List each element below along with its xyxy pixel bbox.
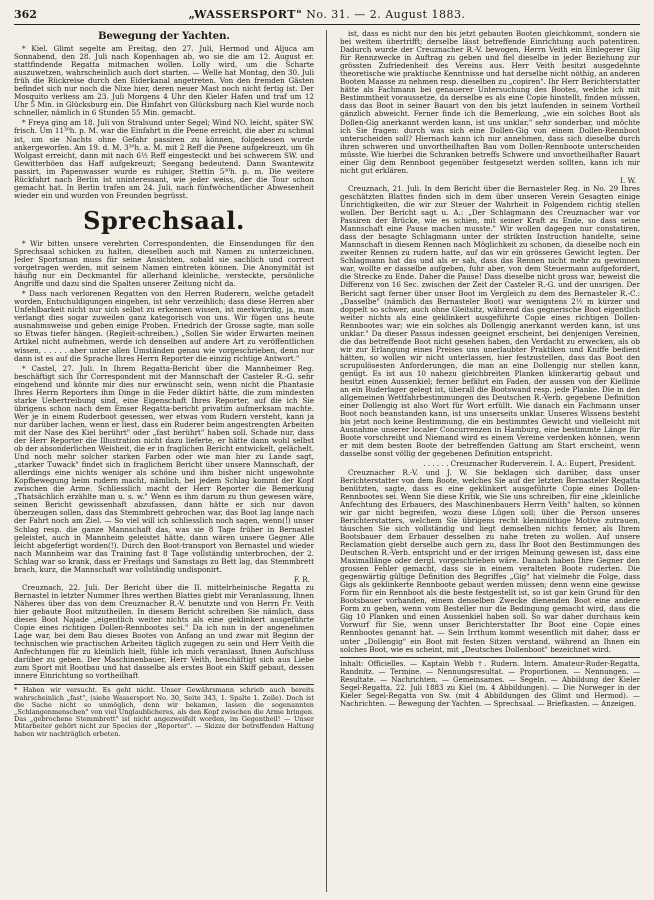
- footnote: * Haben wir versucht. Es geht nicht. Unser Gewährsmann schrieb auch bereits wahrscheinlich „fast", (siehe Wassersport No. 30, Seite 343, 1. Spalte 1. Zeile). Doch ist die Sache nicht so unmöglich, denn wir bekamen, lassen die sogenannten „Schlangenmenschen" von viel Unglaublicheres, als den Kopf zwischen die Arme bringen. Das „gebrochene Stemmbrett" ist nicht angezweifelt worden, im Gegentheil! — Unser Mitarbeiter gehört nicht zur Species der „Reporter". — Skizze der betreffenden Haltung haben wir nachträglich erbeten.: [14, 686, 314, 738]
- signature: I. W.: [620, 175, 636, 185]
- article-paragraph: Creuznach, 21. Juli. In dem Bericht über die Bernasteler Reg. in No. 29 Ihres geschätzten Blattes finden sich in dem über unseren Verein Gesagten einige Unrichtigkeiten, die wir zur Steuer der Wahrheit in Folgendem richtig stellen wollen. Der Bericht sagt u. A.: „Der Schlagmann des Creuznacher war vor Passiren der Brücke, wie es schien, mit seiner Kraft zu Ende, so dass seine Mannschaft eine Pause machen musste." Wir wollen dagegen nur constatiren, dass der besagte Schlagmann unter der strikten Instruction handelte, seine Mannschaft in diesem Rennen nach Möglichkeit zu schonen, da dieselbe noch ein zweiter Rennen zu rudern hatte, auf das wir ein grösseres Gewicht legten. Der Schlagmann hat das und als er sah, dass das Rennen nicht mehr zu gewinnen war, wollte er dasselbe aufgeben, fuhr aber, von dem Steuermann aufgefordert, die Strecke zu Ende. Daher die Pause! Dass dieselbe nicht gross war, beweist die Differenz von 16 Sec. zwischen der Zeit der Casteler R.-G. und der unsrigen. Der Bericht sagt ferner über unser Boot im Vergleich zu dem des Bernasteler R.-C.: „Dasselbe" (nämlich das Bernasteler Boot) war wenigstens 2½ m kürzer und doppelt so schwer, auch ohne Gleitsitz, während das gegnerische Boot eigentlich weiter nichts als eine geklinkert ausgeführte Copie eines richtigen Dollen-Rennbootes war; wie ein solches als Dollengig anerkannt werden kann, ist uns unklar." Da dieser Passus indessen geeignet erscheint, bei denjenigen Vereinen, die das betreffende Boot nicht gesehen haben, den Verdacht zu erwecken, als ob wir zur Erlangung eines Preises uns unerlaubter Praktiken und Kniffe bedient hätten, so wollen wir nicht unterlassen, hier festzustellen, dass das Boot den scrupulösesten Anforderungen, die man an eine Dollengig nur stellen kann, genügt. Es ist aus 10 nahezu gleichbreiten Planken klinkerartig gebaut und besitzt einen Aussenkiel; ferner befährt ein Faden, der aussen von der Kiellinie an ein Ruderlager gelegt ist, überall die Bootswand resp. jede Planke. Die in den allgemeinen Wettfahrbestimmungen des Deutschen R.-Verb. gegebene Definition einer Dollengig ist also Wort für Wort erfüllt. Wie danach ein Fachmann unser Boot noch beanstanden kann, ist uns unserseits unklar. Unseres Wissens besteht bis jetzt noch keine Bestimmung, die ein bestimmtes Gewicht und vielleicht mit Ausnahme unserer localer Concurrenzen in Hamburg, eine bestimmte Länge für Boote vorschreibt und Niemand wird es einem Vereine verdenken können, wenn er mit dem besten Boote der betreffenden Gattung am Start erscheint, wenn dasselbe sonst völlig der gegebenen Definition entspricht.: [340, 183, 640, 459]
- table-of-contents: Inhalt: Officielles. — Kaptain Webb †. Rudern. Intern. Amateur-Ruder-Regatta, Randnitz. — Termine. — Nennungsresultat. — Proportionen. — Nennungen. — Resultate. — Nachrichten. — Gemeinsames. — Segeln. — Abbildung der Kieler Segel-Regatta, 22. Juli 1883 zu Kiel (m. 4 Abbildungen). — Die Norweger in der Kieler Segel-Regatta von Sw. (mit 4 Abbildungen des Glimt und Hermod). — Nachrichten. — Bewegung der Yachten. — Sprechsaal. — Briefkasten. — Anzeigen.: [340, 657, 640, 708]
- section-title-yachts: Bewegung der Yachten.: [98, 31, 230, 42]
- signature: . . . . . . Creuznacher Ruderverein. I. A.: Eupert, President.: [423, 459, 636, 469]
- signature: F. R.: [293, 574, 310, 584]
- left-column: [14, 30, 314, 894]
- article-paragraph: ist, dass es nicht nur den bis jetzt gebauten Booten gleichkommt, sondern sie bei weitem übertrifft; derselbe lässt betreffende Einrichtung auch patentiren. Dadurch wurde der Creuznacher R.-V. bewogen, Herrn Veith ein Einlegerer Gig für Rennzwecke in Auftrag zu geben und fiel dieselbe in jeder Beziehung zur grössten Zufriedenheit des Vereins aus. Herr Veith besitzt ausgedehnte theoretische wie praktische Kenntnisse und hat derselbe nicht nöthig, an anderen Booten Maasse zu nehmen resp. dieselben zu „copiren". Ihr Herr Berichterstatter hätte als Fachmann bei genauerer Untersuchung des Bootes, welche ich mit Bestimmtheit voraussetze, da derselbe es als eine Copie hinstellt, finden müssen, dass das Boot in seiner Bauart von den bis jetzt laufenden in seinem Vortheil gänzlich abweicht. Ferner finde ich die Bemerkung, „wie ein solches Boot als Dollen-Gig anerkannt werden kann, ist uns unklar," sehr sonderbar, und möchte ich Sie fragen: durch was sich eine Dollen-Gig von einem Dollen-Rennboot unterscheiden soll? Hiernach kann ich nur annehmen, dass sich dieselbe durch ihren schweren und unvortheilhaften Bau vom Dollen-Rennboote unterscheiden müsste. Wie hierbei die Schranken betreffs Schwere und unvortheilhafter Bauart einer Gig dem Rennboot gegenüber festgesetzt werden sollten, kann ich mir nicht gut erklären.: [340, 30, 640, 175]
- page-header: [14, 6, 640, 25]
- issue-info: No. 31. — 2. August 1883.: [306, 8, 466, 21]
- column-divider: [326, 30, 327, 892]
- publication-name: „WASSERSPORT": [188, 8, 303, 21]
- article-paragraph: * Castel, 27. Juli. In Ihrem Regatta-Bericht über die Mannheimer Reg. beschäftigt sich Ihr Correspondent mit der Mannschaft der Casteler R.-G. sehr eingehend und könnte mir dies nur erwünscht sein, wenn nicht die Phantasie Ihres Herrn Reporters ihm Dinge in die Feder diktirt hätte, die zum mindesten starke Uebertreibung sind, eine Eigenschaft Ihres Reporter, auf die ich Sie übrigens schon nach dem Emser Regatta-bericht privatim aufmerksam machte. Wer je in einem Ruderboot gesessen, wer etwas vom Rudern versteht, kann ja nur darüber lachen, wenn er liest, dass ein Ruderer beim angestrengten Arbeiten mit der Nase des Kiel berührt" oder „fast berührt" haben soll. Schade nur, dass der Herr Reporter die Illustration nicht dazu lieferte, er hätte dann wohl selbst ob der absonderlichen Weisheit, die er in fraglichen Bericht entwickelt, gelächelt. Und noch mehr solcher starken Farben oder wie man hier zu Lande sagt, „starker Tuwack" findet sich in fraglichem Bericht über unsere Mannschaft, der allerdings eine nichts weniger als schöne und ihm bisher nicht ungewohnte Kopfbewegung beim rudern macht, nämlich, bei jedem Schlag kommt der Kopf zwischen die Arme. Schliesslich macht der Herr Reporter die Bemerkung „Thatsächlich erzählte man u. s. w." Wenn es ihm darum zu thun gewesen wäre, seinen Bericht gewissenhaft abzufassen, dann hätte er sich nur davon überzeugen sollen, dass das Stemmbrett gebrochen war, das Boot lag lange nach der Fahrt noch am Ziel. — So viel will ich schliesslich noch sagen, wenn(!) unser Schlag resp. die ganze Mannschaft das, was sie 8 Tage früher in Bernastel geleistet, auch in Mannheim geleistet hätte, dann wären unsere Gegner Alle leicht abgefertigt worden(!). Durch den Boot-transport von Bernastel und wieder nach Mannheim war das Training fast 8 Tage vollständig unterbrochen, der 2. Schlag war so krank, dass er Freitags und Samstags zu Bett lag, das Stemmbrett brach, kurz, die Mannschaft war vollständig undisponirt.: [14, 363, 314, 574]
- article-paragraph: * Freya ging am 18. Juli von Stralsund unter Segel; Wind NO. leicht, später SW. frisch. Um 11³⁰h. p. M. war die Einfahrt in die Peene erreicht, die aber zu schmal ist, um sie Nachts ohne Gefahr passiren zu können, folgedessen wurde ankergeworfen. Am 19. d. M. 3³⁰h. a. M. mit 2 Reff die Peene aufgekreuzt, um 6h Wolgast erreicht, dann mit nach 6½ Reff eingesteckt und bei schwerem SW. und Gewitterböen das Haff aufgekreuzt; Seegang bedeutend. Dann Swantewitz passirt, im Papenwasser wurde es ruhiger, Stettin 5³⁰h. p. m. Die weitere Rückfahrt nach Berlin ist uninteressant, wie jeder weiss, der die Tour schon gemacht hat. In Berlin trafen am 24. Juli, nach fünfwöchentlicher Abwesenheit wieder ein und wurden von Freunden begrüsst.: [14, 118, 314, 200]
- publication-title: [14, 8, 640, 21]
- section-title-sprechsaal: Sprechsaal.: [83, 205, 245, 235]
- right-column: [340, 30, 640, 894]
- article-paragraph: * Dass nach verlorenen Regatten von den Herren Ruderern, welche getadelt worden, Entschuldigungen eingehen, ist sehr verzeihlich; dass diese Herren aber Unfehlbarkeit nicht nur sich selbst zu erkennen wissen, ist merkwürdig, ja, man verlangt dies sogar zuweilen ganz kategorisch von uns. Wir fügen uns heute ausnahmsweise und geben einige Proben. Friedrich der Grosse sagte, man solle so Etwas tiefer hängen. (Regleit-schreiben.) „Sollen Sie wider Erwarten meinen Artikel nicht aufnehmen, werde ich denselben auf andere Art zu veröffentlichen wissen, . . . . . aber unter allen Umständen genau wie vorgeschrieben, denn nur dann ist es auf die Sprache Ihres Herrn Reporter die einzig richtige Antwort.": [14, 289, 314, 363]
- article-paragraph: Creuznach, 22. Juli. Der Bericht über die II. mittelrheinische Regatta zu Bernastel in letzter Nummer Ihres werthen Blattes giebt mir Veranlassung, Ihnen Näheres über das von dem Creuznacher R.-V. benutzte und von Herrn Fr. Veith hier gebaute Boot mitzutheilen. In diesem Bericht schreiben Sie nämlich, dass dieses Boot Najade „eigentlich weiter nichts als eine geklinkert ausgeführte Copie eines richtigen Dollen-Rennbootes sei." Da ich nun in der angenehmen Lage war, bei dem Bau dieses Bootes von Anfang an und zwar mit Beginn der technischen wie practischen Arbeiten täglich zugegen zu sein und Herr Veith die Anfechtungen für zu kleinlich hielt, fühle ich mich veranlasst, Ihnen Aufschluss darüber zu geben. Der Maschinenbauer, Herr Veith, beschäftigt sich aus Liebe zum Sport mit Bootbau und hat dasselbe als erstes Boot ein Skiff gebaut, dessen innere Einrichtung so vortheilhaft: [14, 582, 314, 681]
- page-number: 362: [14, 8, 37, 21]
- article-paragraph: * Kiel. Glimt segelte am Freitag, den 27. Juli, Hermod und Aljuca am Sonnabend, den 28. Juli nach Kopenhagen ab, wo sie die am 12. August er. stattfindende Regatta mitmachen wollen. Lolly wird, um die Scharte auszuwetzen, wahrscheinlich auch dort starten. — Welle hat Montag, den 30. Juli früh die Rückreise durch den Eiderkanal angetreten. Von den fremden Gästen befindet sich nur noch die Nixe hier, deren neuer Mast noch nicht fertig ist. Der Mosquito verliess am 23. Juli Morgens 4 Uhr den Kieler Hafen und traf um 12 Uhr 5 Min. in Glücksburg ein. Die Hinfahrt von Glücksburg nach Kiel wurde noch schneller, nämlich in 6 Stunden 55 Min. gemacht.: [14, 44, 314, 118]
- article-paragraph: * Wir bitten unsere verehrten Correspondenten, die Einsendungen für den Sprechsaal schicken zu halten, dieselben auch mit Namen zu unterzeichnen. Jeder Sportsman muss für seine Ansichten, sobald sie sachlich und correct vorgetragen werden, mit seinem Namen eintreten können. Die Anonymität ist häufig nur ein Deckmantel für allerhand kleinliche, versteckte, persönliche Angriffe und dazu sind die Spalten unserer Zeitung nicht da.: [14, 238, 314, 289]
- article-paragraph: Creuznacher R.-V. und J. W. Sie beklagen sich darüber, dass unser Berichterstatter von dem Boote, welches Sie auf der letzten Bernasteler Regatta benützten, sagte, dass es eine geklinkert ausgeführte Copie eines Dollen-Rennbootes sei. Wenn Sie diese Kritik, wie Sie uns schreiben, für eine „kleinliche Anfechtung des Erbauers, des Maschinenbauers Herrn Veith" halten, so können wir gar nicht begreifen, wozu diese Lügen soll; über die Person unseres Berichterstatters, welchem Sie übrigens recht kleinmüthige Motive zutrauen, täuschen Sie sich vollständig und liegt demselben nichts ferner, als Ihrem Bootsbauer dem Erbauer desselben zu nahe treten zu wollen. Auf unsere Reclamation giebt derselbe auch gern zu, dass Ihr Boot den Bestimmungen des Deutschen R.-Verb. entspricht und er der irrigen Meinung gewesen ist, dass eine Maximallänge oder dergl. vorgeschrieben wäre. Danach haben Ihre Gegner den grossen Fehler gemacht, dass sie in einem veralteten Boote ruderten. Die gegenwärtig gültige Definition des Begriffes „Gig" hat vielmehr die Folge, dass Gigs als geklinkerte Rennboote gebaut werden müssen; denn wenn eine gewisse Form für ein Rennboot als die beste festgestellt ist, so ist gar kein Grund für den Bootsbauer vorhanden, einem denselben Zwecke dienenden Boot eine andere Form zu geben, wenn vom Besteller nur die Bedingung gemacht wird, dass die Gig 10 Planken und einen Aussenkiel haben soll. So war daher durchaus kein Vorwurf für Sie, wenn unser Berichterstatter Ihr Boot eine Copie eines Rennbootes genannt hat. — Sein Irrthum kommt wesentlich mit daher, dass er unter „Dollengig" ein Boot mit festen Sitzen verstand, während an Ihnen ein solches Boot, wie es scheint, mit „Deutsches Dollenboot" bezeichnet wird.: [340, 467, 640, 654]
